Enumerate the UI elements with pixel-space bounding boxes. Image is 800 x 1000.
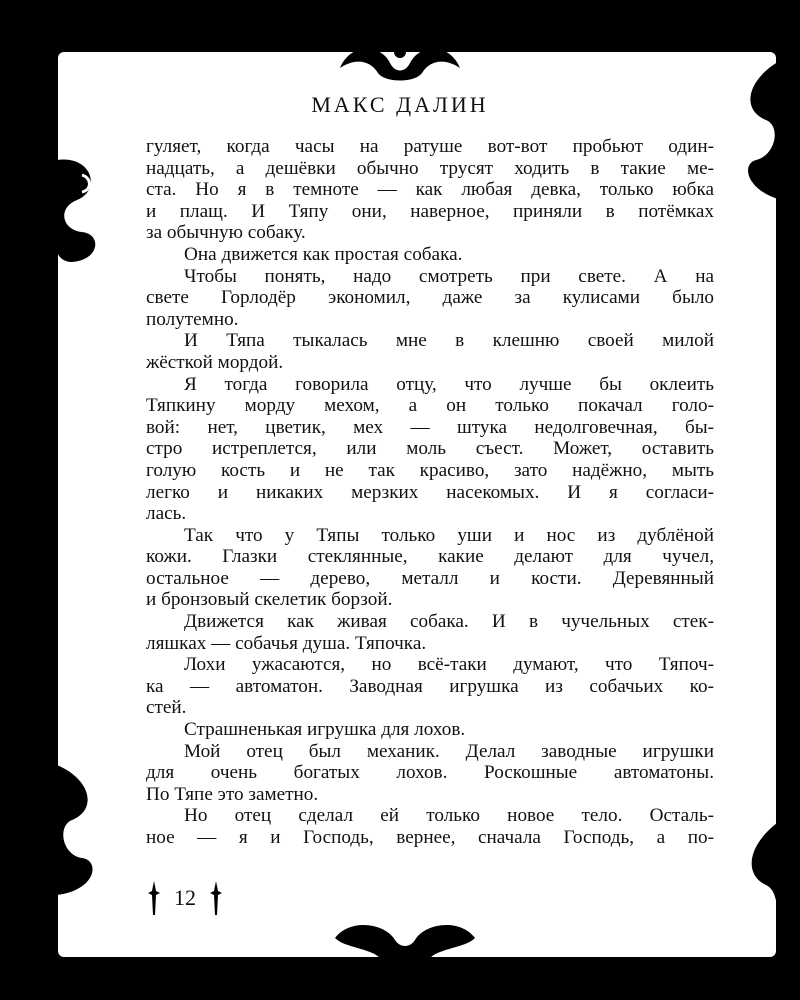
text-line: ста. Но я в темноте — как любая девка, только юбка [146,179,714,201]
text-line: вой: нет, цветик, мех — штука недолговечная, бы- [146,416,714,438]
text-line: Чтобы понять, надо смотреть при свете. А на [184,265,714,287]
text-line: лась. [146,503,187,525]
top-ornament [330,38,470,88]
right-upper-ornament [736,60,786,200]
text-line: ляшках — собачья душа. Тяпочка. [146,632,427,654]
text-line: Мой отец был механик. Делал заводные игрушки [184,740,714,762]
page-number: 12 [174,885,196,910]
text-line: Лохи ужасаются, но всё-таки думают, что Тяпоч- [184,654,714,676]
body-text [146,136,714,849]
text-line: стей. [146,697,187,719]
text-line: Я тогда говорила отцу, что лучше бы оклеить [184,373,714,395]
text-line: и плащ. И Тяпу они, наверное, приняли в потёмках [146,200,714,222]
text-line: жёсткой мордой. [146,351,284,373]
text-line: для очень богатых лохов. Роскошные автоматоны. [146,762,714,784]
right-lower-ornament [736,820,786,950]
running-header: МАКС ДАЛИН [311,92,489,117]
text-line: ка — автоматон. Заводная игрушка из собачьих ко- [146,675,714,697]
left-lower-ornament [52,760,107,900]
text-line: свете Горлодёр экономил, даже за кулисами было [146,287,714,309]
text-line: голую кость и не так красиво, зато надёжно, мыть [146,459,714,481]
text-line: ное — я и Господь, вернее, сначала Господь, а по- [146,827,714,848]
text-line: И Тяпа тыкалась мне в клешню своей милой [184,330,714,352]
left-scroll-ornament [52,150,107,270]
text-line: кожи. Глазки стеклянные, какие делают для чучел, [146,546,714,568]
text-line: Но отец сделал ей только новое тело. Осталь- [184,805,714,827]
left-dagger-ornament [148,881,160,915]
text-line: Так что у Тяпы только уши и нос из дублёной [184,524,714,546]
text-line: Тяпкину морду мехом, а он только покачал голо- [146,395,714,417]
text-line: Она движется как простая собака. [184,243,463,265]
text-line: легко и никаких мерзких насекомых. И я согласи- [146,481,714,503]
text-line: полутемно. [146,308,239,330]
text-line: Страшненькая игрушка для лохов. [184,719,466,741]
text-line: Движется как живая собака. И в чучельных стек- [184,611,714,633]
text-line: остальное — дерево, металл и кости. Деревянный [146,567,714,589]
page-footer [148,881,222,915]
bottom-ornament [330,918,480,963]
text-line: гуляет, когда часы на ратуше вот-вот пробьют один- [146,136,714,157]
right-dagger-ornament [210,881,222,915]
text-line: По Тяпе это заметно. [146,783,319,805]
text-line: за обычную собаку. [146,222,306,244]
text-line: стро истреплется, или моль съест. Может, оставить [146,438,714,460]
text-line: надцать, а дешёвки обычно трусят ходить в такие ме- [146,157,714,179]
text-line: и бронзовый скелетик борзой. [146,589,393,611]
